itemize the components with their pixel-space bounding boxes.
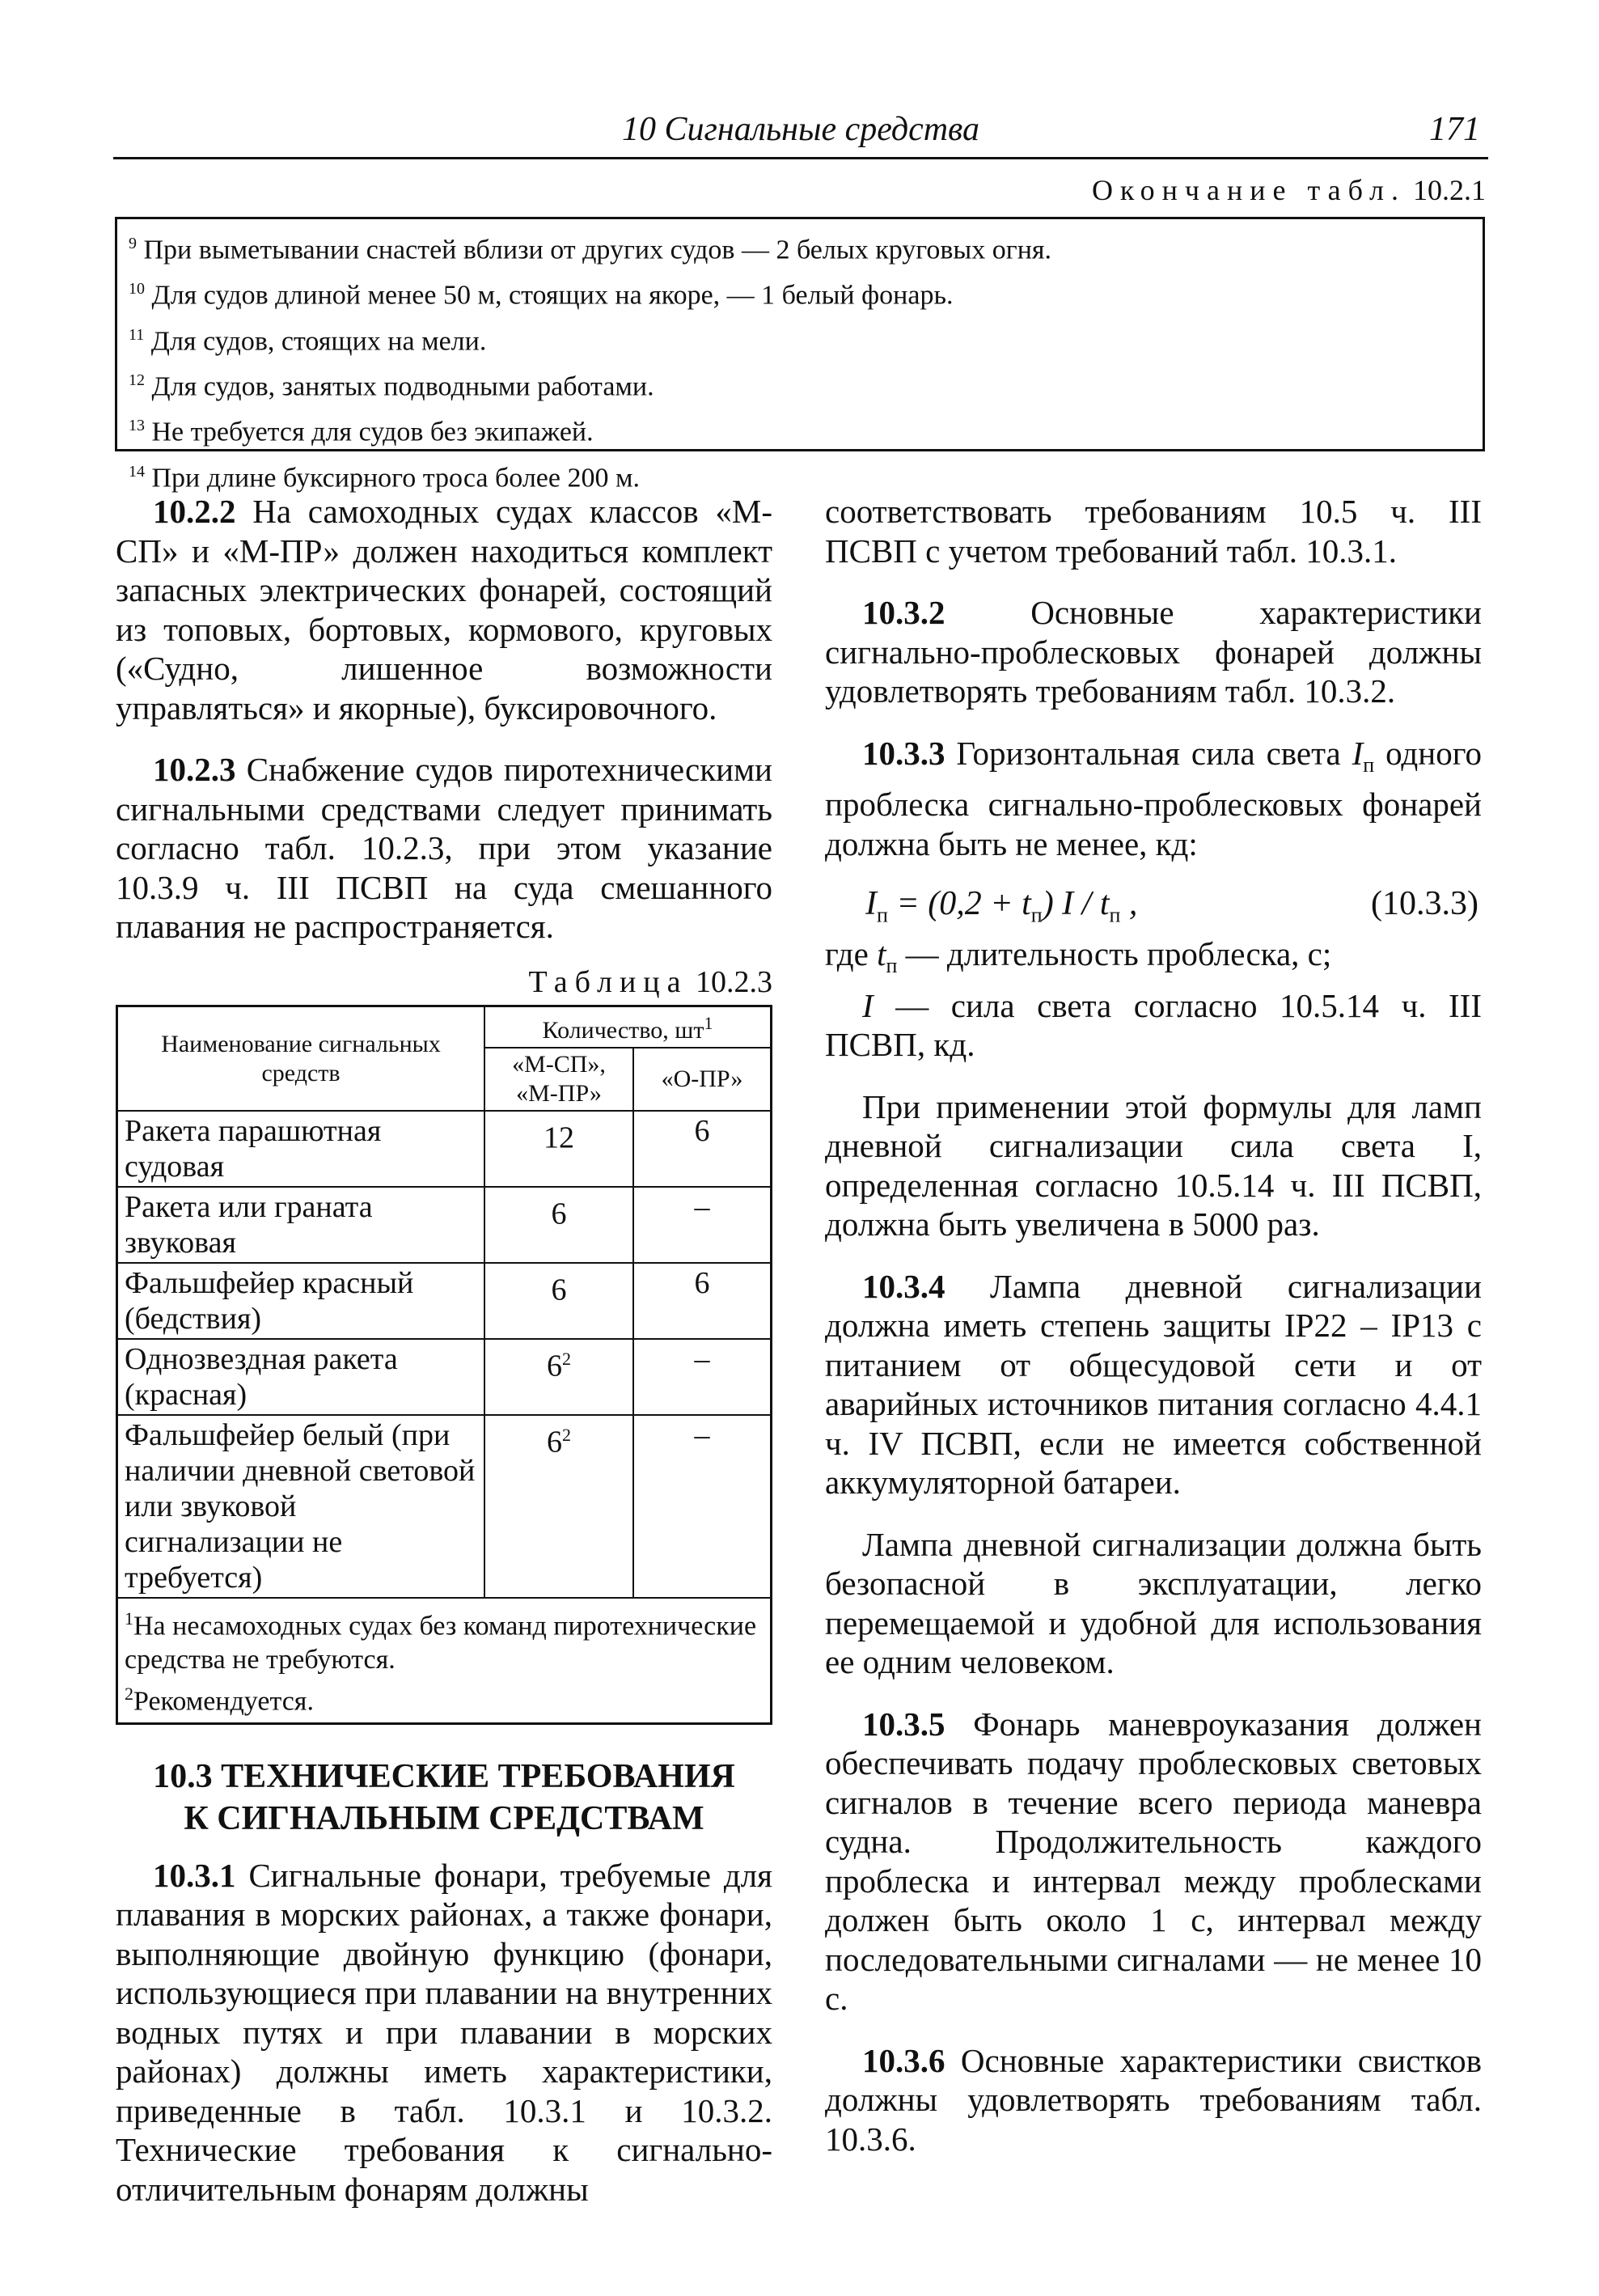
table-cell-name: Фальшфейер белый (при наличии дневной световой или звуковой сигнализации не требуется) — [117, 1415, 485, 1598]
table-caption-number: 10.2.3 — [696, 964, 772, 999]
table-row — [117, 1187, 772, 1263]
table-cell-qty-a: 12 — [484, 1111, 633, 1187]
table-caption — [116, 963, 772, 1002]
continuation-caption-word: Окончание табл. — [1091, 174, 1406, 206]
table-cell-name: Ракета или граната звуковая — [117, 1187, 485, 1263]
footnote: $^{11}$ Для судов, стоящих на мели. — [129, 325, 487, 356]
paragraph-10-3-5 — [825, 1705, 1482, 2019]
table-header-row — [117, 1006, 772, 1048]
paragraph-daylight-lamp: Лампа дневной сигнализации должна быть безопасной в эксплуатации, легко перемещаемой и удобной для использования ее одним человеком. — [825, 1525, 1482, 1681]
paragraph-formula-application: При применении этой формулы для ламп дневной сигнализации сила света I, определенная согласно 10.5.14 ч. III ПСВП, должна быть увеличена в 5000 раз. — [825, 1087, 1482, 1243]
paragraph-10-2-3 — [116, 750, 772, 947]
paragraph-text: Основные характеристики сигнально-проблесковых фонарей должны удовлетворять требованиям табл. 10.3.2. — [825, 594, 1482, 710]
paragraph-10-3-3: 10.3.3 Горизонтальная сила света $I_п$ одного проблеска сигнально-проблесковых фонарей должна быть не менее, кд: — [825, 734, 1483, 862]
paragraph-text: Основные характеристики свистков должны удовлетворять требованиям табл. 10.3.6. — [825, 2041, 1483, 2158]
paragraph-number: 10.2.3 — [153, 751, 236, 788]
paragraph-number: 10.3.1 — [153, 1856, 236, 1894]
header-title: 10 Сигнальные средства — [622, 111, 979, 148]
table-10-2-3 — [116, 1005, 772, 1725]
paragraph-continuation: соответствовать требованиям 10.5 ч. III ПСВП с учетом требований табл. 10.3.1. — [825, 493, 1482, 570]
paragraph-number: 10.3.3 — [862, 734, 945, 772]
continuation-caption — [1092, 173, 1486, 207]
paragraph-text: Лампа дневной сигнализации должна иметь степень защиты IP22 – IP13 с питанием от общесудовой сети и от аварийных источников питания согласно 4.4.1 ч. IV ПСВП, если не имеется собственной аккумуляторной батареи. — [825, 1267, 1482, 1502]
formula-10-3-3 — [825, 875, 1482, 934]
table-row — [117, 1339, 772, 1415]
table-row — [117, 1415, 772, 1598]
table-cell-qty-a: 6 — [484, 1187, 633, 1263]
column-header-quantity: Количество, $шт^1$ — [484, 1006, 772, 1048]
paragraph-10-3-1 — [116, 1856, 772, 2209]
paragraph-10-3-6 — [825, 2041, 1482, 2159]
running-header — [113, 110, 1488, 159]
where-line-i: I — сила света согласно 10.5.14 ч. III ПСВП, кд. — [825, 986, 1482, 1064]
footnote: $^9$ При выметывании снастей вблизи от других судов — 2 белых круговых огня. — [129, 235, 1052, 265]
paragraph-number: 10.3.4 — [862, 1267, 945, 1305]
table-cell-name: Однозвездная ракета (красная) — [117, 1339, 485, 1415]
paragraph-10-3-4 — [825, 1267, 1482, 1502]
paragraph-number: 10.2.2 — [153, 493, 236, 530]
table-footnotes — [117, 1598, 772, 1723]
paragraph-number: 10.3.5 — [862, 1705, 945, 1743]
continuation-caption-ref: 10.2.1 — [1413, 174, 1486, 206]
table-cell-qty-b: – — [633, 1415, 772, 1598]
table-cell-name: Фальшфейер красный (бедствия) — [117, 1263, 485, 1339]
left-column — [116, 492, 772, 2209]
footnote: $^{12}$ Для судов, занятых подводными работами. — [129, 371, 654, 402]
table-cell-qty-b: 6 — [633, 1263, 772, 1339]
section-heading-10-3: 10.3 ТЕХНИЧЕСКИЕ ТРЕБОВАНИЯ К СИГНАЛЬНЫМ СРЕДСТВАМ — [153, 1757, 735, 1837]
paragraph-text: На самоходных судах классов «М-СП» и «М-ПР» должен находиться комплект запасных электрических фонарей, состоящий из топовых, бортовых, кормового, круговых («Судно, лишенное возможности управляться» и якорные), буксировочного. — [116, 493, 773, 727]
paragraph-number: 10.3.2 — [862, 594, 945, 631]
paragraph-number: 10.3.6 — [862, 2041, 945, 2079]
column-header-o-pr: «О-ПР» — [633, 1048, 772, 1111]
table-footnotes-row — [117, 1598, 772, 1723]
table-cell-name: Ракета парашютная судовая — [117, 1111, 485, 1187]
paragraph-text: Фонарь маневроуказания должен обеспечивать подачу проблесковых световых сигналов в течение всего периода маневра судна. Продолжительность каждого проблеска и интервал между проблесками должен быть около 1 с, интервал между последовательными сигналами — не менее 10 с. — [825, 1705, 1483, 2018]
paragraph-10-3-2 — [825, 593, 1482, 711]
footnote: $^{13}$ Не требуется для судов без экипажей. — [129, 417, 594, 447]
table-10-2-1-footnotes — [115, 217, 1485, 493]
formula-number: (10.3.3) — [1371, 885, 1478, 923]
where-line-t: где $t_п$ — длительность проблеска, с; — [825, 935, 1332, 978]
table-cell-qty-b: – — [633, 1339, 772, 1415]
paragraph-10-2-2 — [116, 492, 772, 727]
table-cell-qty-a: $6^2$ — [484, 1339, 633, 1415]
table-footnote: $^1$На несамоходных судах без команд пиротехнические средства не требуются. — [125, 1608, 757, 1675]
page-number: 171 — [1429, 111, 1480, 148]
table-footnote: $^2$Рекомендуется. — [125, 1684, 314, 1717]
column-header-name: Наименование сигнальных средств — [117, 1006, 485, 1112]
footnote: $^{14}$ При длине буксирного троса более 200 м. — [129, 462, 640, 493]
table-row — [117, 1263, 772, 1339]
footnote: $^{10}$ Для судов длиной менее 50 м, стоящих на якоре, — 1 белый фонарь. — [129, 280, 954, 311]
table-cell-qty-a: $6^2$ — [484, 1415, 633, 1598]
table-row — [117, 1111, 772, 1187]
paragraph-text: Сигнальные фонари, требуемые для плавания в морских районах, а также фонари, выполняющие двойную функцию (фонари, использующиеся при плавании на внутренних водных путях и при плавании в морских районах) должны иметь характеристики, приведенные в табл. 10.3.1 и 10.3.2. Технические требования к сигнально-отличительным фонарям должны — [116, 1856, 772, 2208]
table-cell-qty-a: 6 — [484, 1263, 633, 1339]
right-column — [825, 492, 1482, 2158]
table-caption-word: Таблица — [528, 964, 688, 999]
paragraph-text: Снабжение судов пиротехническими сигнальными средствами следует принимать согласно табл. 10.2.3, при этом указание 10.3.9 ч. III ПСВП на суда смешанного плавания не распространяется. — [116, 751, 772, 945]
table-cell-qty-b: – — [633, 1187, 772, 1263]
formula-expression: $I_п = (0,2 + t_п)$ I / $t_п$ , — [865, 885, 1138, 927]
column-header-m-sp-m-pr: «М-СП», «М-ПР» — [484, 1048, 633, 1111]
table-cell-qty-b: 6 — [633, 1111, 772, 1187]
